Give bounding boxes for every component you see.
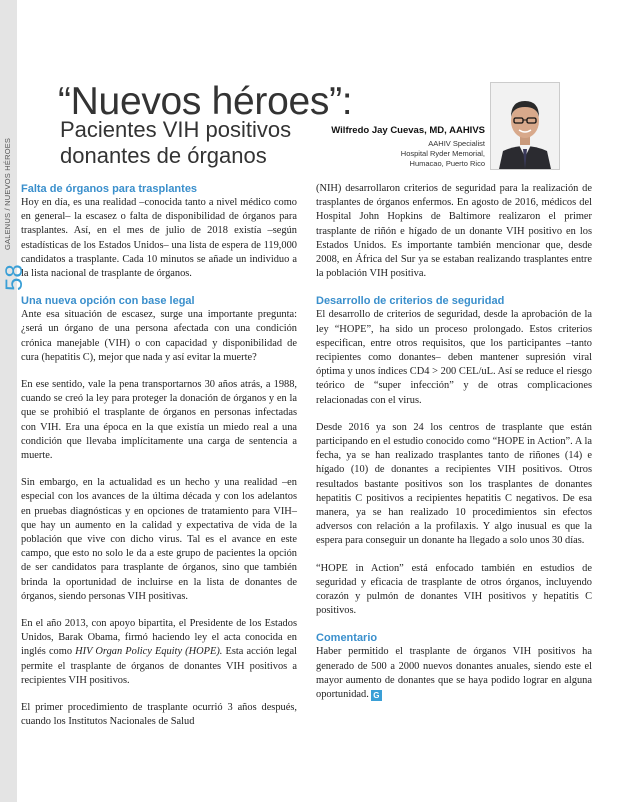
- paragraph: [316, 645, 592, 702]
- paragraph: Ante esa situación de escasez, surge una importante pregunta: ¿será un órgano de una persona afectada con una condición crónica manejable (VIH) o con capacidad y disponibilidad de cura (hepatitis C), mejor que nada y así evitar la muerte?: [21, 309, 297, 363]
- act-name: HIV Organ Policy Equity (HOPE).: [75, 646, 223, 658]
- section-heading: Desarrollo de criterios de seguridad: [316, 295, 505, 308]
- section-heading: Comentario: [316, 632, 378, 645]
- page-number-container: [1, 255, 28, 297]
- paragraph: Desde 2016 ya son 24 los centros de trasplante que están participando en el estudio conocido como “HOPE in Action”. A la fecha, ya se han realizado trasplantes tanto de riñones (14) e hígado (10) de donantes a recipientes VIH positivos. Otros resultados bastante positivos son los trasplantes de donantes hepatitis C positivos a recipientes hepatitis C negativos. De esa manera, ya se han realizado 10 procedimientos sin efectos adversos con relación a la profilaxis. Y algo inusual es que la espera para conseguir un donante ha llegado a solo unos 30 días.: [316, 421, 592, 547]
- author-role: [331, 139, 485, 169]
- author-role-line: Hospital Ryder Memorial,: [400, 149, 485, 158]
- author-role-line: Humacao, Puerto Rico: [409, 159, 485, 168]
- paragraph: “HOPE in Action” está enfocado también en estudios de seguridad y eficacia de trasplante de otros órganos, incluyendo corazón y pulmón de donantes VIH positivos y hepatitis C positivos.: [316, 562, 592, 617]
- author-block: [331, 125, 485, 169]
- article-subtitle: Pacientes VIH positivos donantes de órganos: [60, 117, 292, 168]
- paragraph-text: En el año 2013, con apoyo bipartita, el Presidente de los Estados Unidos, Barak Obama, firmó haciendo ley el acta conocida en inglés como: [21, 618, 297, 658]
- section-heading: Una nueva opción con base legal: [21, 295, 195, 308]
- paragraph: El primer procedimiento de trasplante ocurrió 3 años después, cuando los Institutos Nacionales de Salud: [21, 702, 297, 728]
- paragraph: (NIH) desarrollaron criterios de seguridad para la realización de trasplantes de órganos enfermos. En agosto de 2016, médicos del Hospital John Hopkins de Baltimore realizaron el primer trasplante de riñón e hígado de un donante VIH positivo en los Estados Unidos. Es importante también mencionar que, desde 2008, en África del Sur ya se estaban realizando trasplantes entre la población VIH positiva.: [316, 183, 592, 280]
- galenus-end-icon: G: [371, 690, 382, 701]
- paragraph: Hoy en día, es una realidad –conocida tanto a nivel médico como en general– la escasez o falta de disponibilidad de órganos para trasplantes. Así, en el mes de julio de 2018 existía –según estadísticas de los Estados Unidos– una lista de espera de 119,000 candidatos a trasplante. Cada 10 minutos se añade un individuo a la lista nacional de trasplante de órganos.: [21, 197, 297, 280]
- paragraph: En ese sentido, vale la pena transportarnos 30 años atrás, a 1988, cuando se creó la ley para proteger la donación de órganos y en la que se prohibió el trasplante de órganos en personas infectadas con VIH. Era una época en la que existía un miedo real a una condición que llevaba implícitamente una carga de sentencia a muerte.: [21, 379, 297, 462]
- article-title: “Nuevos héroes”:: [58, 80, 353, 123]
- column-left: [21, 182, 297, 743]
- author-role-line: AAHIV Specialist: [428, 139, 485, 148]
- paragraph: Sin embargo, en la actualidad es un hecho y una realidad –en especial con los avances de la última década y con los adelantos en pruebas diagnósticas y en opciones de tratamiento para VIH– que hay un aumento en la calidad y expectativa de vida de la población que vive con dicho virus. Tal es el avance en este campo, que esto no solo le da a este grupo de pacientes la opción de ser candidatos para trasplante de órganos, sino que también brinda la oportunidad de incluirse en la lista de donantes de órganos, siendo personas VIH positivas.: [21, 477, 297, 602]
- paragraph: El desarrollo de criterios de seguridad, desde la aprobación de la ley “HOPE”, ha sido un proceso prolongado. Estos criterios especifican, entre otros requisitos, que los participantes –tanto recipientes como donantes– deben mantener supresión viral óptima y unos índices CD4 > 200 CEL/uL. Así se reduce el riesgo teórico de “super infección” y de otras complicaciones relacionadas con el virus.: [316, 309, 592, 406]
- paragraph: [21, 617, 297, 688]
- section-label: GALENUS / NUEVOS HÉROES: [3, 137, 12, 250]
- column-right: [316, 182, 592, 715]
- section-heading: Falta de órganos para trasplantes: [21, 183, 198, 195]
- page-number: 58: [1, 264, 28, 291]
- paragraph-text: Haber permitido el trasplante de órganos VIH positivos ha generado de 500 a 2000 nuevos donantes anuales, siendo este el mayor aumento de donantes que se haya podido lograr en alguna oportunidad.: [316, 646, 592, 701]
- author-name: Wilfredo Jay Cuevas, MD, AAHIVS: [331, 125, 485, 136]
- author-portrait-icon: [491, 83, 559, 169]
- paragraph-text: Esta acción legal permite el trasplante de órganos de donantes VIH positivos a recipientes VIH positivos.: [21, 646, 297, 686]
- sidebar-strip: [0, 0, 17, 802]
- author-photo: [490, 82, 560, 170]
